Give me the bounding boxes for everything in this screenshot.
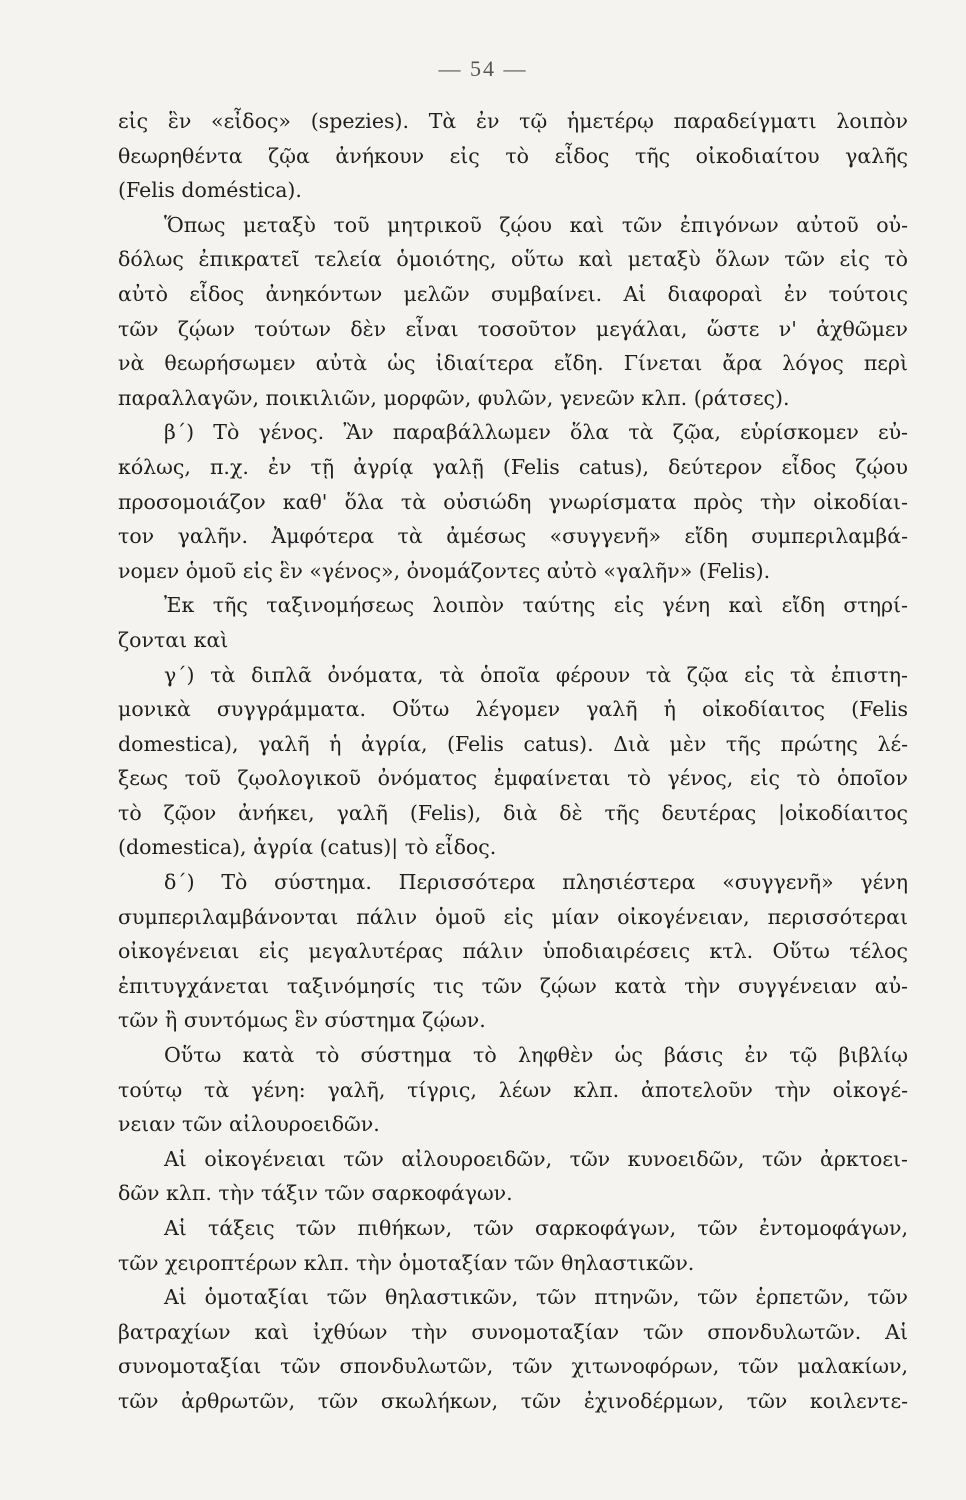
text-line: β΄) Τὸ γένος. Ἂν παραβάλλωμεν ὅλα τὰ ζῷα, εὑρίσκομεν εὐ-: [164, 420, 908, 445]
text-line: δῶν κλπ. τὴν τάξιν τῶν σαρκοφάγων.: [118, 1181, 513, 1206]
text-line: (domestica), ἀγρία (catus)| τὸ εἶδος.: [118, 835, 497, 860]
text-line: συνομοταξίαι τῶν σπονδυλωτῶν, τῶν χιτωνοφόρων, τῶν μαλακίων,: [118, 1354, 908, 1379]
text-line: Αἱ ὁμοταξίαι τῶν θηλαστικῶν, τῶν πτηνῶν, τῶν ἑρπετῶν, τῶν: [164, 1285, 908, 1310]
text-line: (Felis doméstica).: [118, 178, 302, 203]
text-line: τῶν χειροπτέρων κλπ. τὴν ὁμοταξίαν τῶν θηλαστικῶν.: [118, 1250, 695, 1275]
text-line: νομεν ὁμοῦ εἰς ἓν «γένος», ὀνομάζοντες αὐτὸ «γαλῆν» (Felis).: [118, 558, 771, 583]
text-line: Οὕτω κατὰ τὸ σύστημα τὸ ληφθὲν ὡς βάσις ἐν τῷ βιβλίῳ: [164, 1043, 908, 1068]
text-line: τῶν ἢ συντόμως ἓν σύστημα ζῴων.: [118, 1008, 486, 1033]
text-line: συμπεριλαμβάνονται πάλιν ὁμοῦ εἰς μίαν οἰκογένειαν, περισσότεραι: [118, 904, 908, 929]
text-line: κόλως, π.χ. ἐν τῇ ἀγρίᾳ γαλῇ (Felis catus), δεύτερον εἶδος ζῴου: [118, 454, 908, 479]
text-line: θεωρηθέντα ζῷα ἀνήκουν εἰς τὸ εἶδος τῆς οἰκοδιαίτου γαλῆς: [118, 143, 908, 168]
text-line: τῶν ζῴων τούτων δὲν εἶναι τοσοῦτον μεγάλαι, ὥστε ν' ἀχθῶμεν: [118, 316, 908, 341]
text-line: τον γαλῆν. Ἀμφότερα τὰ ἀμέσως «συγγενῆ» εἴδη συμπεριλαμβά-: [118, 524, 908, 549]
text-line: βατραχίων καὶ ἰχθύων τὴν συνομοταξίαν τῶν σπονδυλωτῶν. Αἱ: [118, 1319, 908, 1344]
page-number: — 54 —: [438, 56, 528, 81]
text-line: αὐτὸ εἶδος ἀνηκόντων μελῶν συμβαίνει. Αἱ διαφοραὶ ἐν τούτοις: [118, 281, 908, 306]
text-line: οἰκογένειαι εἰς μεγαλυτέρας πάλιν ὑποδιαιρέσεις κτλ. Οὕτω τέλος: [118, 939, 908, 964]
text-line: παραλλαγῶν, ποικιλιῶν, μορφῶν, φυλῶν, γενεῶν κλπ. (ράτσες).: [118, 385, 790, 410]
text-line: δόλως ἐπικρατεῖ τελεία ὁμοιότης, οὕτω καὶ μεταξὺ ὅλων τῶν εἰς τὸ: [118, 247, 908, 272]
text-line: προσομοιάζον καθ' ὅλα τὰ οὐσιώδη γνωρίσματα πρὸς τὴν οἰκοδίαι-: [118, 489, 908, 514]
text-line: Αἱ τάξεις τῶν πιθήκων, τῶν σαρκοφάγων, τῶν ἐντομοφάγων,: [164, 1216, 908, 1240]
text-line: τούτῳ τὰ γένη: γαλῆ, τίγρις, λέων κλπ. ἀποτελοῦν τὴν οἰκογέ-: [118, 1077, 908, 1102]
text-line: μονικὰ συγγράμματα. Οὕτω λέγομεν γαλῆ ἡ οἰκοδίαιτος (Felis: [118, 697, 908, 722]
text-line: Αἱ οἰκογένειαι τῶν αἰλουροειδῶν, τῶν κυνοειδῶν, τῶν ἀρκτοει-: [164, 1146, 908, 1171]
text-line: νειαν τῶν αἰλουροειδῶν.: [118, 1112, 380, 1137]
text-line: τῶν ἀρθρωτῶν, τῶν σκωλήκων, τῶν ἐχινοδέρμων, τῶν κοιλεντε-: [118, 1388, 908, 1413]
body-text: [118, 104, 908, 1419]
text-line: ξεως τοῦ ζῳολογικοῦ ὀνόματος ἐμφαίνεται τὸ γένος, εἰς τὸ ὁποῖον: [118, 766, 908, 791]
text-line: ζονται καὶ: [118, 627, 229, 652]
text-line: νὰ θεωρήσωμεν αὐτὰ ὡς ἰδιαίτερα εἴδη. Γίνεται ἄρα λόγος περὶ: [118, 351, 908, 376]
text-line: domestica), γαλῆ ἡ ἀγρία, (Felis catus). Διὰ μὲν τῆς πρώτης λέ-: [118, 731, 908, 756]
text-line: δ΄) Τὸ σύστημα. Περισσότερα πλησιέστερα «συγγενῆ» γένη: [164, 870, 908, 895]
text-line: ἐπιτυγχάνεται ταξινόμησίς τις τῶν ζῴων κατὰ τὴν συγγένειαν αὐ-: [118, 973, 908, 998]
text-line: γ΄) τὰ διπλᾶ ὀνόματα, τὰ ὁποῖα φέρουν τὰ ζῷα εἰς τὰ ἐπιστη-: [164, 662, 908, 687]
text-line: Ἐκ τῆς ταξινομήσεως λοιπὸν ταύτης εἰς γένη καὶ εἴδη στηρί-: [164, 593, 908, 618]
text-line: εἰς ἓν «εἶδος» (spezies). Τὰ ἐν τῷ ἡμετέρῳ παραδείγματι λοιπὸν: [118, 109, 908, 133]
text-line: Ὅπως μεταξὺ τοῦ μητρικοῦ ζῴου καὶ τῶν ἐπιγόνων αὐτοῦ οὐ-: [164, 212, 908, 237]
text-line: τὸ ζῷον ἀνήκει, γαλῆ (Felis), διὰ δὲ τῆς δευτέρας |οἰκοδίαιτος: [118, 800, 908, 825]
